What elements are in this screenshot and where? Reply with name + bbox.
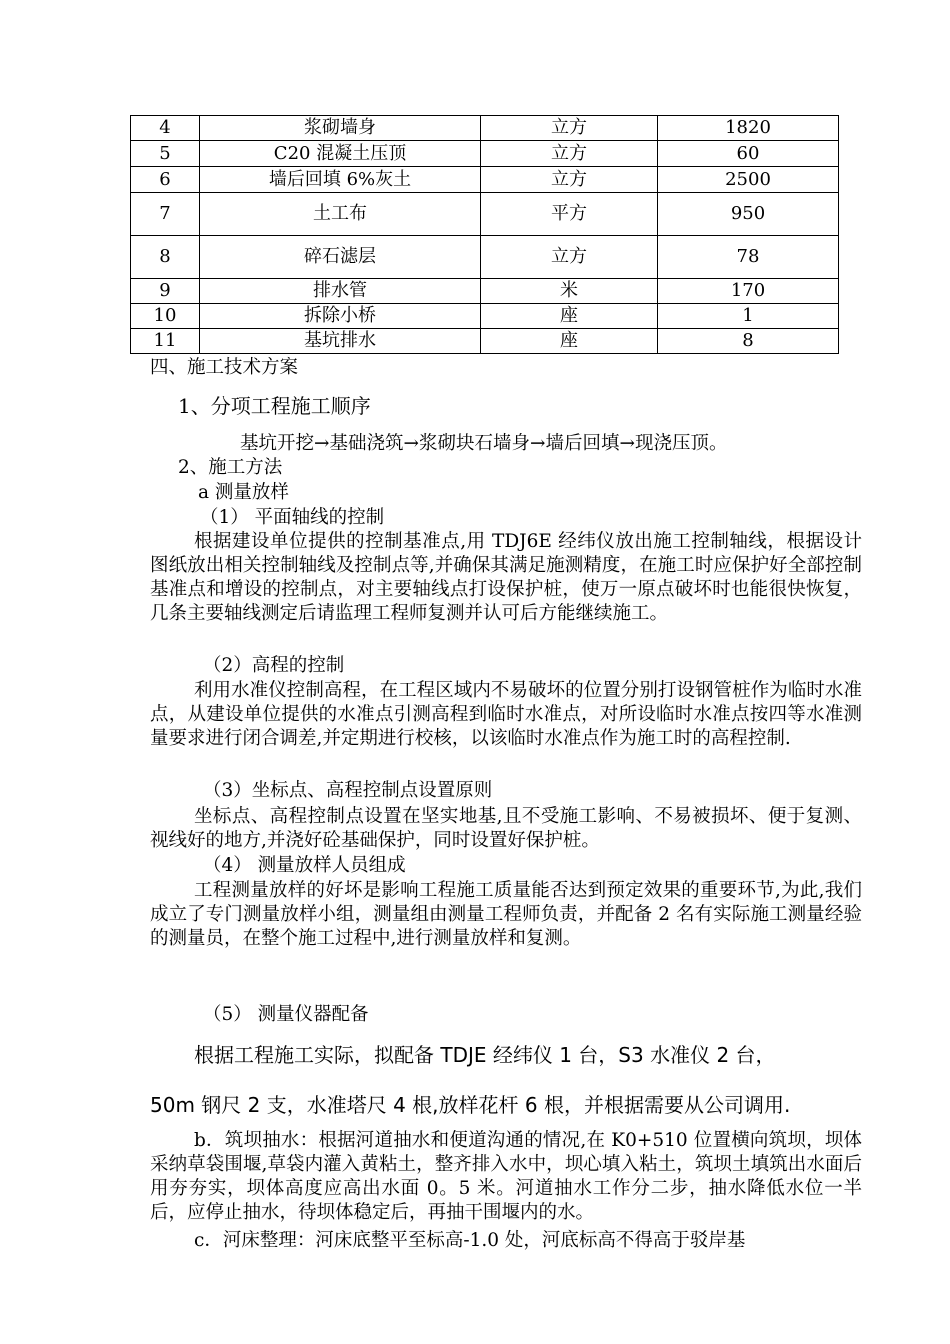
item-quantity: 78 — [658, 236, 839, 279]
paragraph-heading: （2）高程的控制 — [203, 655, 345, 676]
paragraph-heading: （3）坐标点、高程控制点设置原则 — [203, 780, 493, 801]
paragraph-heading: （4） 测量放样人员组成 — [203, 855, 406, 876]
item-name: 墙后回填 6%灰土 — [200, 167, 481, 193]
item-name: 碎石滤层 — [200, 236, 481, 279]
item-quantity: 1820 — [658, 116, 839, 141]
table-row — [131, 141, 839, 167]
subsection-heading: 2、施工方法 — [178, 457, 283, 478]
table-row — [131, 116, 839, 141]
paragraph-elevation-control: 利用水准仪控制高程，在工程区域内不易破坏的位置分别打设钢管桩作为临时水准点，从建设单位提供的水准点引测高程到临时水准点，对所设临时水准点按四等水准测量要求进行闭合调差,并定期进行校核，以该临时水准点作为施工时的高程控制. — [150, 680, 862, 749]
row-number: 8 — [131, 236, 200, 279]
item-unit: 平方 — [481, 193, 658, 236]
quantity-table — [130, 115, 839, 354]
table-row — [131, 193, 839, 236]
item-name: 基坑排水 — [200, 329, 481, 354]
paragraph-cofferdam: b．筑坝抽水：根据河道抽水和便道沟通的情况,在 K0+510 位置横向筑坝，坝体采纳草袋围堰,草袋内灌入黄粘土，整齐排入水中，坝心填入粘土，筑坝土填筑出水面后用夯夯实，坝体高度应高出水面 0。5 米。河道抽水工作分二步，抽水降低水位一半后，应停止抽水，待坝体稳定后，再抽干围堰内的水。 — [150, 1130, 862, 1223]
table-row — [131, 236, 839, 279]
item-heading: a 测量放样 — [198, 482, 289, 503]
item-name: 拆除小桥 — [200, 304, 481, 329]
item-quantity: 60 — [658, 141, 839, 167]
table-row — [131, 329, 839, 354]
instrument-line-2: 50m 钢尺 2 支，水准塔尺 4 根,放样花杆 6 根，并根据需要从公司调用. — [150, 1093, 791, 1117]
row-number: 4 — [131, 116, 200, 141]
paragraph-heading: （1） 平面轴线的控制 — [200, 507, 385, 528]
paragraph-survey-staff: 工程测量放样的好坏是影响工程施工质量能否达到预定效果的重要环节,为此,我们成立了专门测量放样小组，测量组由测量工程师负责，并配备 2 名有实际施工测量经验的测量员，在整个施工过程中,进行测量放样和复测。 — [150, 880, 862, 949]
paragraph-axis-control: 根据建设单位提供的控制基准点,用 TDJ6E 经纬仪放出施工控制轴线，根据设计图纸放出相关控制轴线及控制点等,并确保其满足施测精度，在施工时应保护好全部控制基准点和增设的控制点，对主要轴线点打设保护桩，使万一原点破坏时也能很快恢复，几条主要轴线测定后请监理工程师复测并认可后方能继续施工。 — [150, 531, 862, 624]
paragraph-riverbed: c．河床整理：河床底整平至标高-1.0 处，河底标高不得高于驳岸基 — [194, 1230, 746, 1251]
construction-sequence: 基坑开挖→基础浇筑→浆砌块石墙身→墙后回填→现浇压顶。 — [240, 433, 728, 454]
paragraph-heading: （5） 测量仪器配备 — [203, 1004, 369, 1025]
row-number: 11 — [131, 329, 200, 354]
row-number: 9 — [131, 279, 200, 304]
paragraph-control-points: 坐标点、高程控制点设置在坚实地基,且不受施工影响、不易被损坏、便于复测、视线好的地方,并浇好砼基础保护，同时设置好保护桩。 — [150, 806, 862, 851]
item-name: 排水管 — [200, 279, 481, 304]
subsection-heading: 1、分项工程施工顺序 — [178, 394, 371, 418]
table-row — [131, 304, 839, 329]
row-number: 7 — [131, 193, 200, 236]
section-heading: 四、施工技术方案 — [150, 357, 299, 378]
row-number: 6 — [131, 167, 200, 193]
instrument-line-1: 根据工程施工实际，拟配备 TDJE 经纬仪 1 台，S3 水准仪 2 台， — [194, 1043, 776, 1067]
item-unit: 米 — [481, 279, 658, 304]
item-unit: 立方 — [481, 116, 658, 141]
item-unit: 座 — [481, 304, 658, 329]
item-unit: 立方 — [481, 236, 658, 279]
item-name: C20 混凝土压顶 — [200, 141, 481, 167]
item-name: 土工布 — [200, 193, 481, 236]
table-row — [131, 279, 839, 304]
item-quantity: 2500 — [658, 167, 839, 193]
item-unit: 立方 — [481, 141, 658, 167]
item-unit: 立方 — [481, 167, 658, 193]
item-quantity: 950 — [658, 193, 839, 236]
item-quantity: 1 — [658, 304, 839, 329]
row-number: 5 — [131, 141, 200, 167]
item-quantity: 8 — [658, 329, 839, 354]
table-row — [131, 167, 839, 193]
item-quantity: 170 — [658, 279, 839, 304]
quantity-table-body — [131, 116, 839, 354]
item-unit: 座 — [481, 329, 658, 354]
row-number: 10 — [131, 304, 200, 329]
item-name: 浆砌墙身 — [200, 116, 481, 141]
